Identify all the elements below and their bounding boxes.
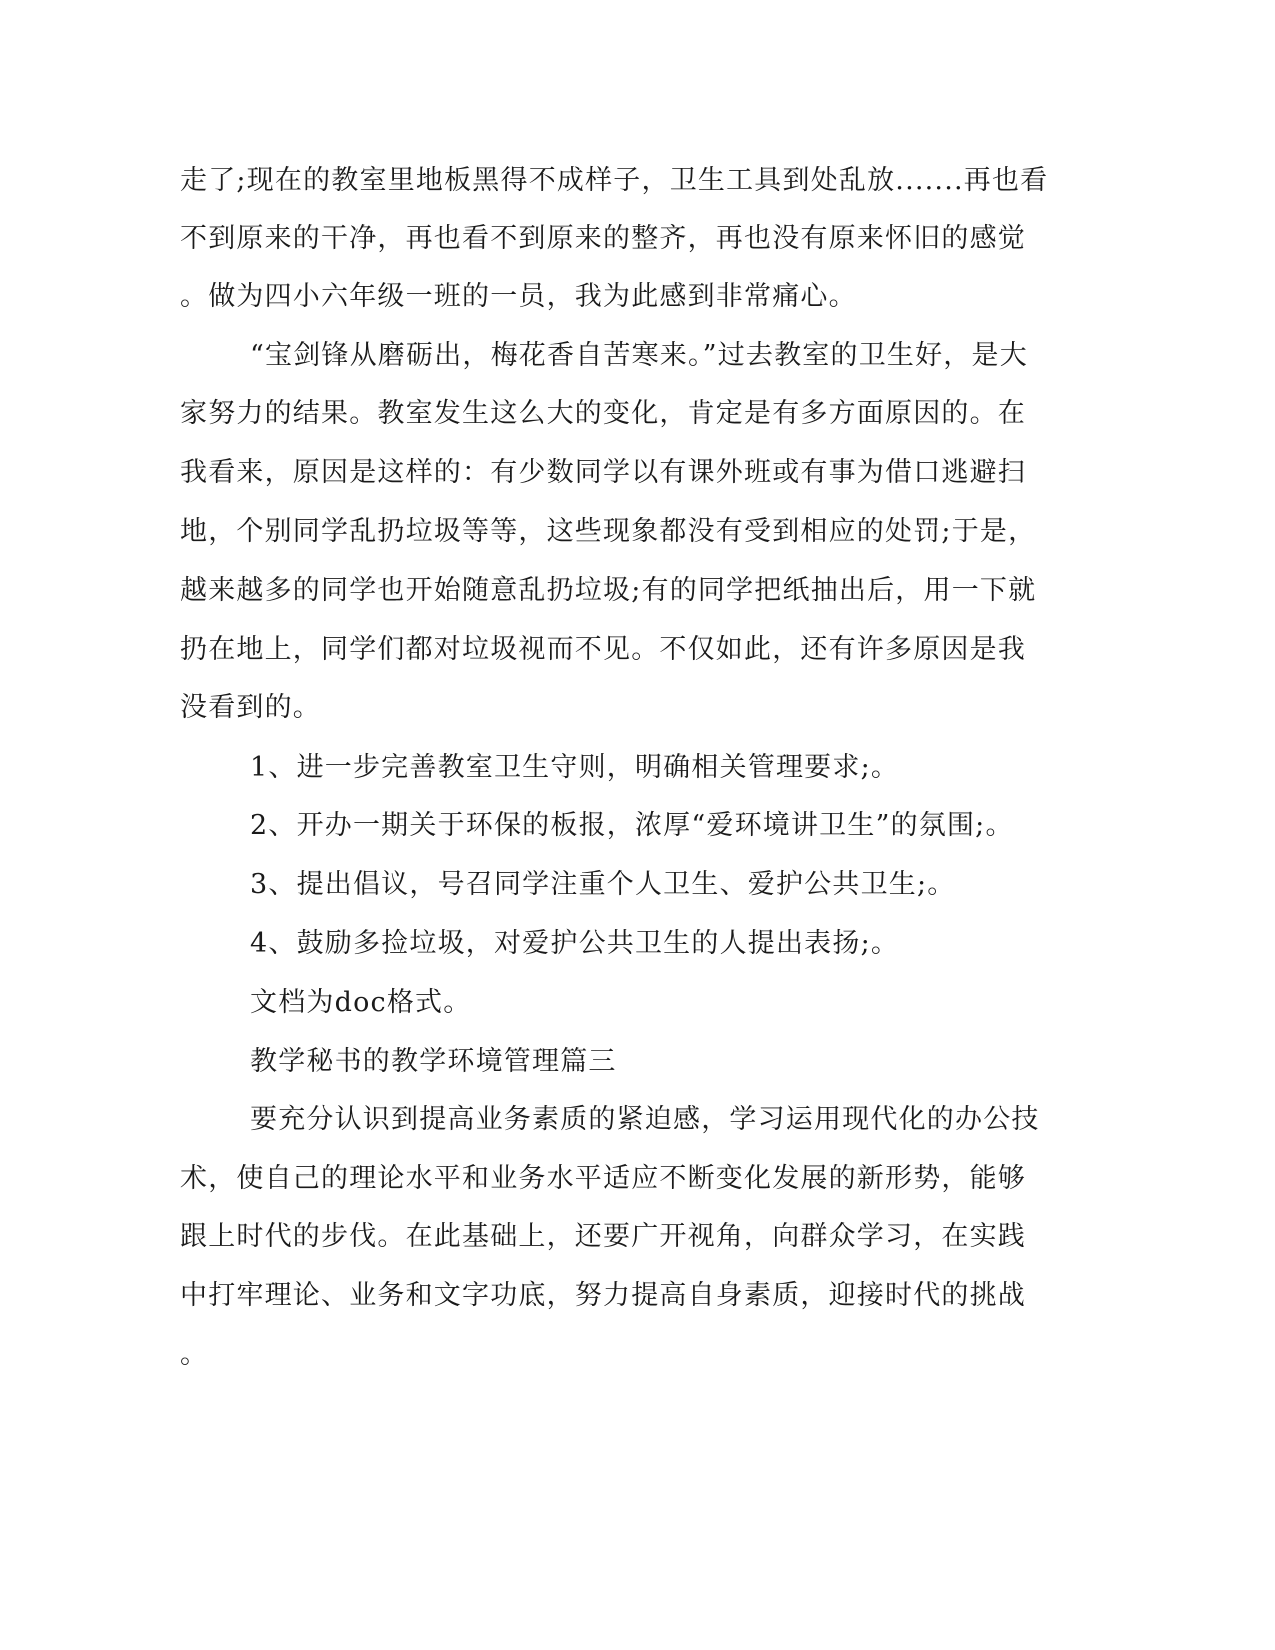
list-item: 2、开办一期关于环保的板报，浓厚“爱环境讲卫生”的氛围;。 (250, 810, 1014, 841)
note-line: 文档为doc格式。 (250, 987, 472, 1018)
text-line: 地，个别同学乱扔垃圾等等，这些现象都没有受到相应的处罚;于是， (180, 516, 1037, 547)
list-item: 3、提出倡议，号召同学注重个人卫生、爱护公共卫生;。 (250, 869, 956, 900)
text-line: 。 (180, 1339, 209, 1370)
text-line: 越来越多的同学也开始随意乱扔垃圾;有的同学把纸抽出后，用一下就 (180, 575, 1037, 606)
paragraph-first-line: 要充分认识到提高业务素质的紧迫感，学习运用现代化的办公技 (250, 1104, 1040, 1135)
text-line: 扔在地上，同学们都对垃圾视而不见。不仅如此，还有许多原因是我 (180, 634, 1026, 665)
list-item: 1、进一步完善教室卫生守则，明确相关管理要求;。 (250, 752, 900, 783)
list-item: 4、鼓励多捡垃圾，对爱护公共卫生的人提出表扬;。 (250, 928, 900, 959)
text-line: 中打牢理论、业务和文字功底，努力提高自身素质，迎接时代的挑战 (180, 1280, 1026, 1311)
text-line: 跟上时代的步伐。在此基础上，还要广开视角，向群众学习，在实践 (180, 1221, 1026, 1252)
text-line: 家努力的结果。教室发生这么大的变化，肯定是有多方面原因的。在 (180, 398, 1026, 429)
text-line: 走了;现在的教室里地板黑得不成样子，卫生工具到处乱放.......再也看 (180, 165, 1049, 196)
section-heading: 教学秘书的教学环境管理篇三 (250, 1046, 617, 1077)
text-line: 没看到的。 (180, 692, 321, 723)
paragraph-first-line: “宝剑锋从磨砺出，梅花香自苦寒来。”过去教室的卫生好，是大 (250, 340, 1028, 371)
text-line: 。做为四小六年级一班的一员，我为此感到非常痛心。 (180, 281, 857, 312)
text-line: 不到原来的干净，再也看不到原来的整齐，再也没有原来怀旧的感觉 (180, 223, 1026, 254)
text-line: 术，使自己的理论水平和业务水平适应不断变化发展的新形势，能够 (180, 1163, 1026, 1194)
text-line: 我看来，原因是这样的：有少数同学以有课外班或有事为借口逃避扫 (180, 457, 1026, 488)
